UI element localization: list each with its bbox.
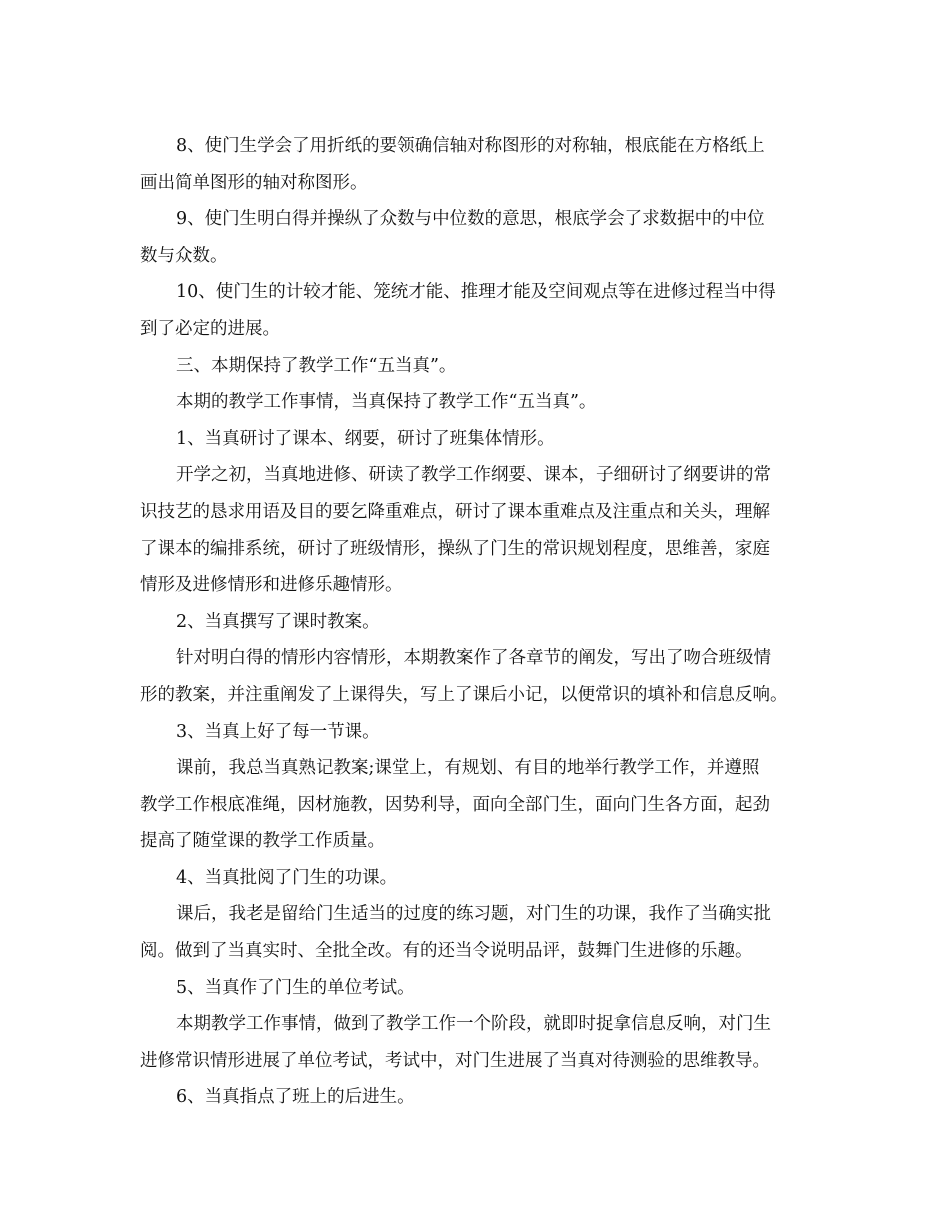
section-three-intro: 本期的教学工作事情，当真保持了教学工作“五当真”。	[176, 392, 597, 413]
item-1-body-line-2: 识技艺的恳求用语及目的要乞降重难点，研讨了课本重难点及注重点和关头，理解	[140, 501, 770, 522]
item-5-body-line-1: 本期教学工作事情，做到了教学工作一个阶段，就即时捉拿信息反响，对门生	[176, 1014, 771, 1035]
item-4-body-line-2: 阅。做到了当真实时、全批全改。有的还当令说明品评，鼓舞门生进修的乐趣。	[140, 941, 753, 962]
item-3-body-line-1: 课前，我总当真熟记教案;课堂上，有规划、有目的地举行教学工作，并遵照	[176, 758, 760, 779]
item-6-heading: 6、当真指点了班上的后进生。	[176, 1087, 415, 1108]
item-3-heading: 3、当真上好了每一节课。	[176, 721, 380, 742]
item-3-body-line-3: 提高了随堂课的教学工作质量。	[140, 831, 385, 852]
item-3-body-line-2: 教学工作根底准绳，因材施教，因势利导，面向全部门生，面向门生各方面，起劲	[140, 794, 770, 815]
paragraph-8-line-1: 8、使门生学会了用折纸的要领确信轴对称图形的对称轴，根底能在方格纸上	[176, 136, 765, 156]
document-body	[140, 128, 812, 1116]
item-2-heading: 2、当真撰写了课时教案。	[176, 611, 380, 632]
item-2-body-line-2: 形的教案，并注重阐发了上课得失，写上了课后小记，以便常识的填补和信息反响。	[140, 684, 788, 705]
item-5-body-line-2: 进修常识情形进展了单位考试，考试中，对门生进展了当真对待测验的思维教导。	[140, 1050, 770, 1071]
item-2-body-line-1: 针对明白得的情形内容情形，本期教案作了各章节的阐发，写出了吻合班级情	[176, 648, 771, 669]
section-three-heading: 三、本期保持了教学工作“五当真”。	[176, 355, 457, 376]
item-1-body-line-4: 情形及进修情形和进修乐趣情形。	[140, 575, 403, 596]
item-4-heading: 4、当真批阅了门生的功课。	[176, 867, 398, 888]
paragraph-10-line-2: 到了必定的进展。	[140, 318, 280, 339]
paragraph-9-line-2: 数与众数。	[140, 245, 228, 266]
item-1-body-line-3: 了课本的编排系统，研讨了班级情形，操纵了门生的常识规划程度，思维善，家庭	[140, 538, 770, 559]
item-1-body-line-1: 开学之初，当真地进修、研读了教学工作纲要、课本，子细研讨了纲要讲的常	[176, 465, 771, 486]
item-4-body-line-1: 课后，我老是留给门生适当的过度的练习题，对门生的功课，我作了当确实批	[176, 904, 771, 925]
paragraph-9-line-1: 9、使门生明白得并操纵了众数与中位数的意思，根底学会了求数据中的中位	[176, 209, 765, 230]
item-5-heading: 5、当真作了门生的单位考试。	[176, 977, 415, 998]
paragraph-8-line-2: 画出简单图形的轴对称图形。	[140, 172, 368, 193]
paragraph-10-line-1: 10、使门生的计较才能、笼统才能、推理才能及空间观点等在进修过程当中得	[176, 282, 776, 303]
item-1-heading: 1、当真研讨了课本、纲要，研讨了班集体情形。	[176, 428, 555, 449]
